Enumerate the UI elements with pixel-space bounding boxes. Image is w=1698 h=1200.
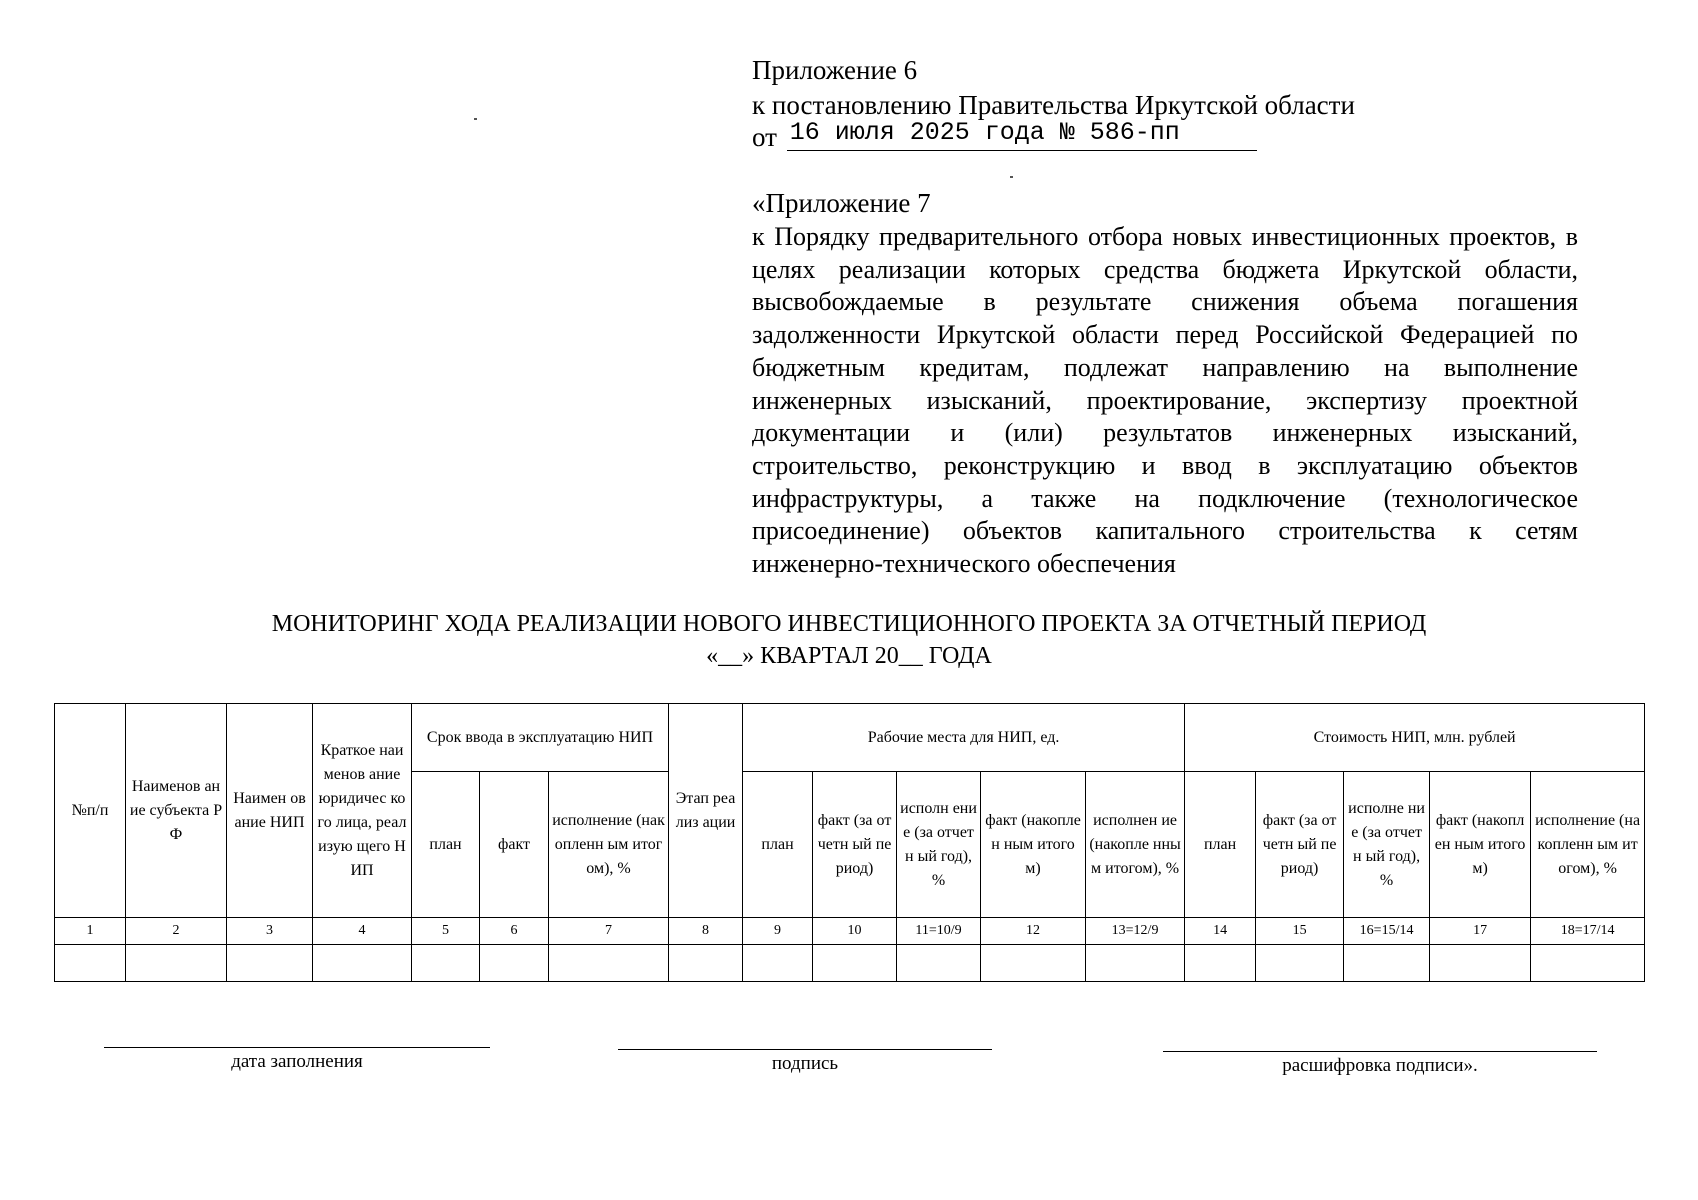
empty-cell — [1086, 945, 1185, 982]
empty-cell — [55, 945, 126, 982]
document-title-line1: МОНИТОРИНГ ХОДА РЕАЛИЗАЦИИ НОВОГО ИНВЕСТИЦИОННОГО ПРОЕКТА ЗА ОТЧЕТНЫЙ ПЕРИОД — [271, 611, 1427, 637]
col-number: 6 — [480, 918, 549, 945]
header-jobs-exec-year: исполн ение (за отчетн ый год), % — [897, 772, 981, 918]
col-number: 15 — [1256, 918, 1344, 945]
col-number: 5 — [412, 918, 480, 945]
scan-speck — [474, 118, 477, 120]
col-number: 14 — [1185, 918, 1256, 945]
date-underline — [787, 150, 1257, 151]
date-signature-line — [104, 1047, 490, 1048]
column-number-row — [55, 918, 1645, 945]
header-cost-exec-year: исполне ние (за отчетн ый год), % — [1344, 772, 1430, 918]
header-cost-fact-total: факт (накоплен ным итогом) — [1430, 772, 1531, 918]
signature-line — [618, 1049, 992, 1050]
header-cost-exec-total: исполнение (накопленн ым итогом), % — [1531, 772, 1645, 918]
table-header-row-1 — [55, 704, 1645, 772]
empty-cell — [1430, 945, 1531, 982]
header-term-fact: факт — [480, 772, 549, 918]
header-jobs-fact-period: факт (за отчетн ый период) — [813, 772, 897, 918]
header-jobs-exec-total: исполнен ие (накопле нным итогом), % — [1086, 772, 1185, 918]
resolution-reference: к постановлению Правительства Иркутской области — [752, 90, 1355, 120]
resolution-date-number: 16 июля 2025 года № 586-пп — [789, 118, 1180, 147]
empty-cell — [1344, 945, 1430, 982]
from-prefix: от — [752, 122, 777, 152]
monitoring-table — [54, 703, 1645, 982]
empty-cell — [897, 945, 981, 982]
header-cost-fact-period: факт (за отчетн ый период) — [1256, 772, 1344, 918]
appendix7-title: «Приложение 7 — [752, 188, 931, 218]
col-number: 16=15/14 — [1344, 918, 1430, 945]
header-term-execution: исполнение (накопленн ым итогом), % — [549, 772, 669, 918]
col-number: 17 — [1430, 918, 1531, 945]
header-jobs-plan: план — [743, 772, 813, 918]
signature-decryption-label: расшифровка подписи». — [1282, 1055, 1478, 1076]
col-number: 2 — [126, 918, 227, 945]
header-cost-plan: план — [1185, 772, 1256, 918]
col-number: 9 — [743, 918, 813, 945]
header-jobs-fact-total: факт (накоплен ным итогом) — [981, 772, 1086, 918]
header-group-commissioning: Срок ввода в эксплуатацию НИП — [412, 704, 669, 772]
empty-cell — [813, 945, 897, 982]
col-number: 7 — [549, 918, 669, 945]
col-number: 11=10/9 — [897, 918, 981, 945]
header-subject: Наименов ание субъекта РФ — [126, 704, 227, 918]
empty-cell — [313, 945, 412, 982]
empty-cell — [549, 945, 669, 982]
empty-cell — [669, 945, 743, 982]
empty-cell — [412, 945, 480, 982]
date-filled-label: дата заполнения — [231, 1051, 363, 1072]
empty-cell — [126, 945, 227, 982]
empty-cell — [1185, 945, 1256, 982]
col-number: 18=17/14 — [1531, 918, 1645, 945]
document-title-line2: «__» КВАРТАЛ 20__ ГОДА — [706, 643, 992, 669]
appendix7-text: к Порядку предварительного отбора новых инвестиционных проектов, в целях реализации которых средства бюджета Иркутской области, высвобождаемые в результате снижения объема погашения задолженности Иркутской области перед Российской Федерацией по бюджетным кредитам, подлежат направлению на выполнение инженерных изысканий, проектирование, экспертизу проектной документации и (или) результатов инженерных изысканий, строительство, реконструкцию и ввод в эксплуатацию объектов инфраструктуры, а также на подключение (технологическое присоединение) объектов капитального строительства к сетям инженерно-технического обеспечения — [752, 222, 1578, 579]
header-group-jobs: Рабочие места для НИП, ед. — [743, 704, 1185, 772]
empty-cell — [1531, 945, 1645, 982]
col-number: 4 — [313, 918, 412, 945]
header-stage: Этап реализ ации — [669, 704, 743, 918]
header-legal-entity: Краткое наименов ание юридичес кого лица, реализую щего НИП — [313, 704, 412, 918]
empty-cell — [227, 945, 313, 982]
appendix-number: Приложение 6 — [752, 55, 918, 85]
scan-speck — [1010, 176, 1013, 178]
header-project-name: Наимен ование НИП — [227, 704, 313, 918]
col-number: 12 — [981, 918, 1086, 945]
empty-cell — [981, 945, 1086, 982]
col-number: 8 — [669, 918, 743, 945]
col-number: 3 — [227, 918, 313, 945]
empty-cell — [480, 945, 549, 982]
decryption-signature-line — [1163, 1051, 1597, 1052]
col-number: 10 — [813, 918, 897, 945]
header-group-cost: Стоимость НИП, млн. рублей — [1185, 704, 1645, 772]
header-term-plan: план — [412, 772, 480, 918]
signature-label: подпись — [771, 1053, 839, 1074]
header-num: №п/п — [55, 704, 126, 918]
col-number: 1 — [55, 918, 126, 945]
empty-data-row — [55, 945, 1645, 982]
empty-cell — [743, 945, 813, 982]
col-number: 13=12/9 — [1086, 918, 1185, 945]
empty-cell — [1256, 945, 1344, 982]
